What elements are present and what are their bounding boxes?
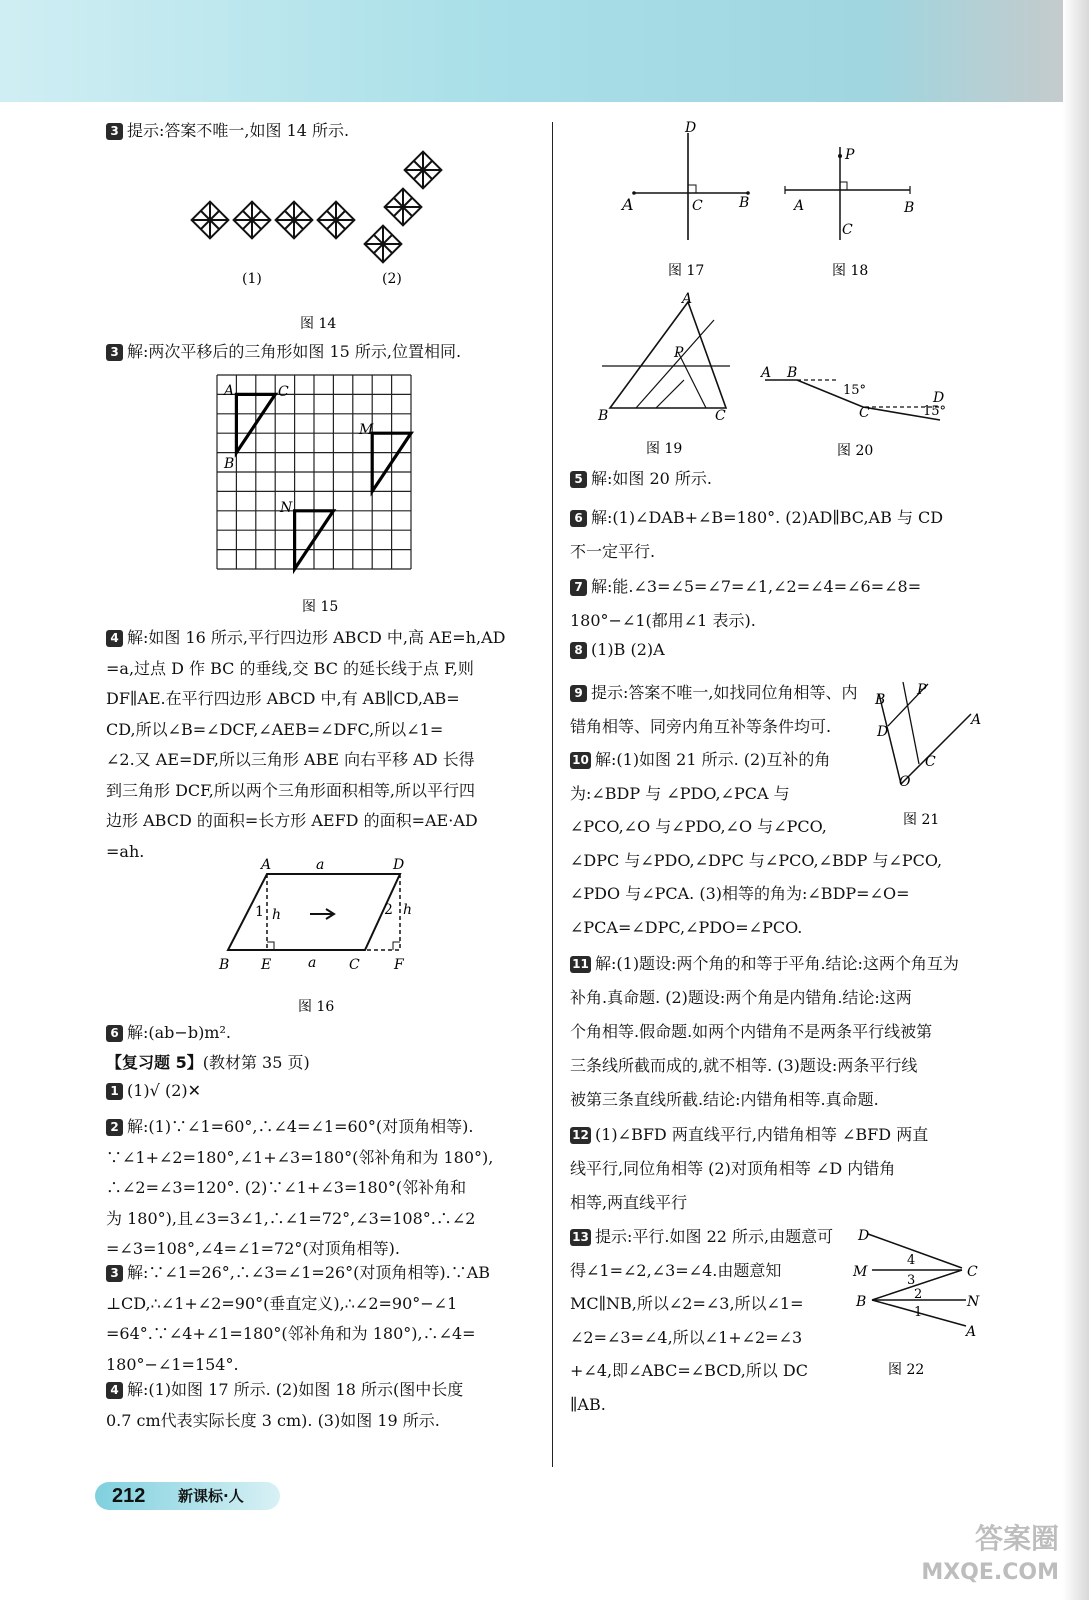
figure-18	[780, 135, 925, 285]
solution-line: 解:(1)如图 21 所示. (2)互补的角	[595, 750, 831, 769]
fig20-caption: 图 20	[837, 443, 874, 459]
solution-line: 解:如图 16 所示,平行四边形 ABCD 中,高 AE=h,AD	[127, 628, 506, 647]
question-number: 6	[106, 1025, 123, 1042]
column-divider	[552, 122, 553, 1467]
figure-16	[210, 852, 425, 1022]
fig19-label-c: C	[715, 408, 726, 424]
question-number: 5	[570, 471, 587, 488]
diamond-diagonal	[365, 152, 442, 263]
fig22-angle-3: 3	[907, 1273, 916, 1288]
review-3	[106, 1258, 538, 1380]
solution-line: CD,所以∠B=∠DCF,∠AEB=∠DFC,所以∠1=	[106, 719, 444, 739]
question-text: 提示:答案不唯一,如图 14 所示.	[127, 121, 350, 140]
fig20-label-b: B	[787, 365, 798, 381]
fig20-label-d: D	[933, 390, 945, 406]
series-label: 新课标·人	[178, 1487, 244, 1505]
fig17-label-d: D	[685, 120, 697, 136]
solution-line: ∠2=∠3=∠4,所以∠1+∠2=∠3	[570, 1327, 803, 1347]
fig22-label-n: N	[967, 1294, 980, 1310]
solution-line: 相等,两直线平行	[570, 1193, 688, 1212]
question-text: (1)B (2)A	[591, 640, 665, 659]
question-number: 12	[570, 1127, 591, 1144]
question-number: 8	[570, 642, 587, 659]
fig17-label-a: A	[622, 195, 634, 214]
fig15-label-n: N	[280, 500, 293, 516]
fig20-angle-2: 15°	[923, 404, 947, 419]
solution-line: 0.7 cm代表实际长度 3 cm). (3)如图 19 所示.	[106, 1410, 440, 1430]
fig16-angle-2: 2	[384, 902, 393, 918]
question-4-solution	[106, 623, 538, 867]
fig16-label-a-top: a	[316, 857, 325, 873]
fig22-angle-2: 2	[914, 1287, 923, 1302]
fig16-label-f: F	[394, 957, 404, 973]
solution-line: DF∥AE.在平行四边形 ABCD 中,有 AB∥CD,AB=	[106, 689, 460, 708]
fig18-label-a: A	[794, 198, 805, 214]
solution-line: 到三角形 DCF,所以两个三角形面积相等,所以平行四	[106, 780, 475, 800]
solution-line: 为:∠BDP 与 ∠PDO,∠PCA 与	[570, 783, 790, 803]
review-8	[570, 640, 1010, 659]
review-12	[570, 1118, 1010, 1220]
solution-line: 180°−∠1(都用∠1 表示).	[570, 611, 756, 630]
solution-line: 补角.真命题. (2)题设:两个角是内错角.结论:这两	[570, 988, 912, 1007]
fig21-caption: 图 21	[903, 812, 940, 828]
solution-line: =∠3=108°,∠4=∠1=72°(对顶角相等).	[106, 1239, 400, 1258]
fig16-label-d: D	[393, 857, 405, 873]
solution-line: 解:(1)∵∠1=60°,∴∠4=∠1=60°(对顶角相等).	[127, 1117, 474, 1136]
solution-line: ∥AB.	[570, 1394, 606, 1414]
solution-line: 得∠1=∠2,∠3=∠4.由题意知	[570, 1260, 782, 1280]
figure-22	[850, 1222, 990, 1387]
fig14-caption: 图 14	[300, 316, 337, 332]
watermark-line-1: 答案圈	[974, 1522, 1059, 1555]
review-2	[106, 1112, 538, 1265]
solution-line: ∵∠1+∠2=180°,∠1+∠3=180°(邻补角和为 180°),	[106, 1147, 494, 1167]
solution-line: =a,过点 D 作 BC 的垂线,交 BC 的延长线于点 F,则	[106, 658, 474, 678]
question-number: 6	[570, 510, 587, 527]
solution-line: 线平行,同位角相等 (2)对顶角相等 ∠D 内错角	[570, 1159, 896, 1178]
fig22-angle-1: 1	[914, 1305, 923, 1320]
watermark-line-2: MXQE.COM	[921, 1560, 1059, 1585]
fig16-label-b: B	[219, 957, 230, 973]
fig18-label-c: C	[842, 222, 853, 238]
solution-line: ∠PCA=∠DPC,∠PDO=∠PCO.	[570, 917, 803, 937]
fig22-label-m: M	[853, 1264, 868, 1280]
fig15-caption: 图 15	[302, 599, 339, 615]
solution-line: ∠DPC 与∠PDO,∠DPC 与∠PCO,∠BDP 与∠PCO,	[570, 850, 943, 870]
fig16-label-h2: h	[403, 902, 413, 918]
review-title: 【复习题 5】	[106, 1053, 203, 1072]
fig16-label-h1: h	[272, 907, 282, 923]
diamond-row	[192, 202, 355, 239]
solution-line: ∠PCO,∠O 与∠PDO,∠O 与∠PCO,	[570, 817, 827, 836]
review-11	[570, 947, 1010, 1117]
fig22-label-a: A	[966, 1324, 977, 1340]
solution-line: 个角相等.假命题.如两个内错角不是两条平行线被第	[570, 1022, 933, 1041]
fig20-label-c: C	[859, 405, 870, 421]
fig21-label-p: P	[917, 682, 927, 698]
fig22-caption: 图 22	[888, 1362, 925, 1378]
fig16-caption: 图 16	[298, 999, 335, 1015]
fig22-label-c: C	[967, 1264, 978, 1280]
fig16-label-a-bot: a	[308, 955, 317, 971]
fig20-label-a: A	[761, 365, 772, 381]
solution-line: MC∥NB,所以∠2=∠3,所以∠1=	[570, 1294, 804, 1313]
question-number: 4	[106, 1382, 123, 1399]
question-number: 13	[570, 1229, 591, 1246]
review-6	[570, 501, 1010, 569]
solution-line: 解:(1)∠DAB+∠B=180°. (2)AD∥BC,AB 与 CD	[591, 508, 944, 527]
question-number: 7	[570, 579, 587, 596]
watermark	[921, 1522, 1059, 1590]
review-4	[106, 1375, 538, 1436]
fig22-angle-4: 4	[907, 1253, 916, 1268]
solution-line: 被第三条直线所截.结论:内错角相等.真命题.	[570, 1090, 879, 1109]
fig18-caption: 图 18	[832, 263, 869, 279]
solution-line: ∴∠2=∠3=120°. (2)∵∠1+∠3=180°(邻补角和	[106, 1178, 467, 1197]
solution-line: ⊥CD,∴∠1+∠2=90°(垂直定义),∴∠2=90°−∠1	[106, 1293, 458, 1313]
fig17-caption: 图 17	[668, 263, 705, 279]
solution-line: =64°.∵∠4+∠1=180°(邻补角和为 180°),∴∠4=	[106, 1324, 476, 1343]
review-9	[570, 676, 870, 744]
review-1	[106, 1081, 526, 1100]
solution-line: ∠PDO 与∠PCA. (3)相等的角为:∠BDP=∠O=	[570, 884, 910, 903]
fig19-label-b: B	[598, 408, 609, 424]
review-13	[570, 1220, 870, 1421]
review-7	[570, 570, 1010, 638]
question-number: 3	[106, 344, 123, 361]
review-note: (教材第 35 页)	[202, 1053, 310, 1072]
solution-line: 不一定平行.	[570, 542, 656, 561]
question-3-solution	[106, 339, 526, 362]
fig15-label-m: M	[359, 422, 374, 438]
figure-14	[180, 145, 450, 345]
solution-line: 解:(1)题设:两个角的和等于平角.结论:这两个角互为	[595, 954, 959, 973]
solution-line: 180°−∠1=154°.	[106, 1354, 239, 1374]
question-number: 3	[106, 1265, 123, 1282]
fig22-label-d: D	[858, 1228, 870, 1244]
review-10	[570, 743, 1010, 944]
fig17-label-b: B	[739, 195, 750, 211]
solution-line: =ah.	[106, 841, 145, 861]
fig14-sub-label-1: (1)	[242, 271, 262, 287]
question-text: (1)√ (2)✕	[127, 1081, 202, 1100]
question-3-hint	[106, 118, 526, 141]
fig19-label-a: A	[682, 291, 693, 307]
solution-line: 为 180°),且∠3=3∠1,∴∠1=72°,∠3=108°.∴∠2	[106, 1208, 476, 1228]
header-band	[0, 0, 1089, 102]
question-text: 解:两次平移后的三角形如图 15 所示,位置相同.	[127, 342, 462, 361]
solution-line: 三条线所截而成的,就不相等. (3)题设:两条平行线	[570, 1056, 918, 1075]
figure-17	[618, 118, 763, 283]
fig16-label-c: C	[349, 957, 360, 973]
fig19-label-p: P	[674, 345, 684, 361]
solution-line: 提示:平行.如图 22 所示,由题意可	[595, 1227, 834, 1246]
question-text: 解:如图 20 所示.	[591, 469, 713, 488]
figure-20	[755, 362, 970, 465]
solution-line: 提示:答案不唯一,如找同位角相等、内	[591, 683, 858, 702]
fig16-label-e: E	[261, 957, 272, 973]
question-number: 3	[106, 123, 123, 140]
question-number: 11	[570, 956, 591, 973]
fig16-label-a: A	[261, 857, 272, 873]
fig15-label-a: A	[224, 383, 235, 399]
fig18-label-b: B	[904, 200, 915, 216]
solution-line: +∠4,即∠ABC=∠BCD,所以 DC	[570, 1361, 808, 1380]
fig15-label-b: B	[224, 456, 235, 472]
review-heading	[106, 1050, 526, 1073]
page-number: 212	[112, 1485, 146, 1507]
solution-line: (1)∠BFD 两直线平行,内错角相等 ∠BFD 两直	[595, 1125, 929, 1144]
solution-line: 错角相等、同旁内角互补等条件均可.	[570, 717, 832, 736]
question-6-solution	[106, 1020, 526, 1043]
review-5	[570, 466, 1010, 489]
fig16-angle-1: 1	[255, 904, 264, 920]
fig21-label-b: B	[875, 692, 886, 708]
fig22-label-b: B	[856, 1294, 867, 1310]
fig14-sub-label-2: (2)	[382, 271, 402, 287]
fig20-angle-1: 15°	[843, 383, 867, 398]
solution-line: 边形 ABCD 的面积=长方形 AEFD 的面积=AE·AD	[106, 811, 478, 830]
question-number: 10	[570, 752, 591, 769]
triangles	[236, 394, 411, 569]
fig21-label-d: D	[877, 724, 889, 740]
question-text: 解:(ab−b)m².	[127, 1023, 231, 1042]
solution-line: 解:∵∠1=26°,∴∠3=∠1=26°(对顶角相等).∵AB	[127, 1263, 491, 1282]
question-number: 9	[570, 685, 587, 702]
question-number: 2	[106, 1119, 123, 1136]
figure-19	[596, 290, 741, 465]
page-edge	[1063, 0, 1089, 1600]
solution-line: 解:能.∠3=∠5=∠7=∠1,∠2=∠4=∠6=∠8=	[591, 577, 922, 596]
fig21-label-a: A	[971, 712, 982, 728]
fig21-label-o: O	[899, 774, 911, 790]
figure-15	[210, 370, 425, 620]
fig18-label-p: P	[845, 147, 855, 163]
fig21-label-c: C	[925, 754, 936, 770]
fig15-label-c: C	[278, 384, 289, 400]
question-number: 4	[106, 630, 123, 647]
solution-line: 解:(1)如图 17 所示. (2)如图 18 所示(图中长度	[127, 1380, 464, 1399]
question-number: 1	[106, 1083, 123, 1100]
fig17-label-c: C	[692, 198, 703, 214]
solution-line: ∠2.又 AE=DF,所以三角形 ABE 向右平移 AD 长得	[106, 750, 475, 769]
fig19-caption: 图 19	[646, 441, 683, 457]
